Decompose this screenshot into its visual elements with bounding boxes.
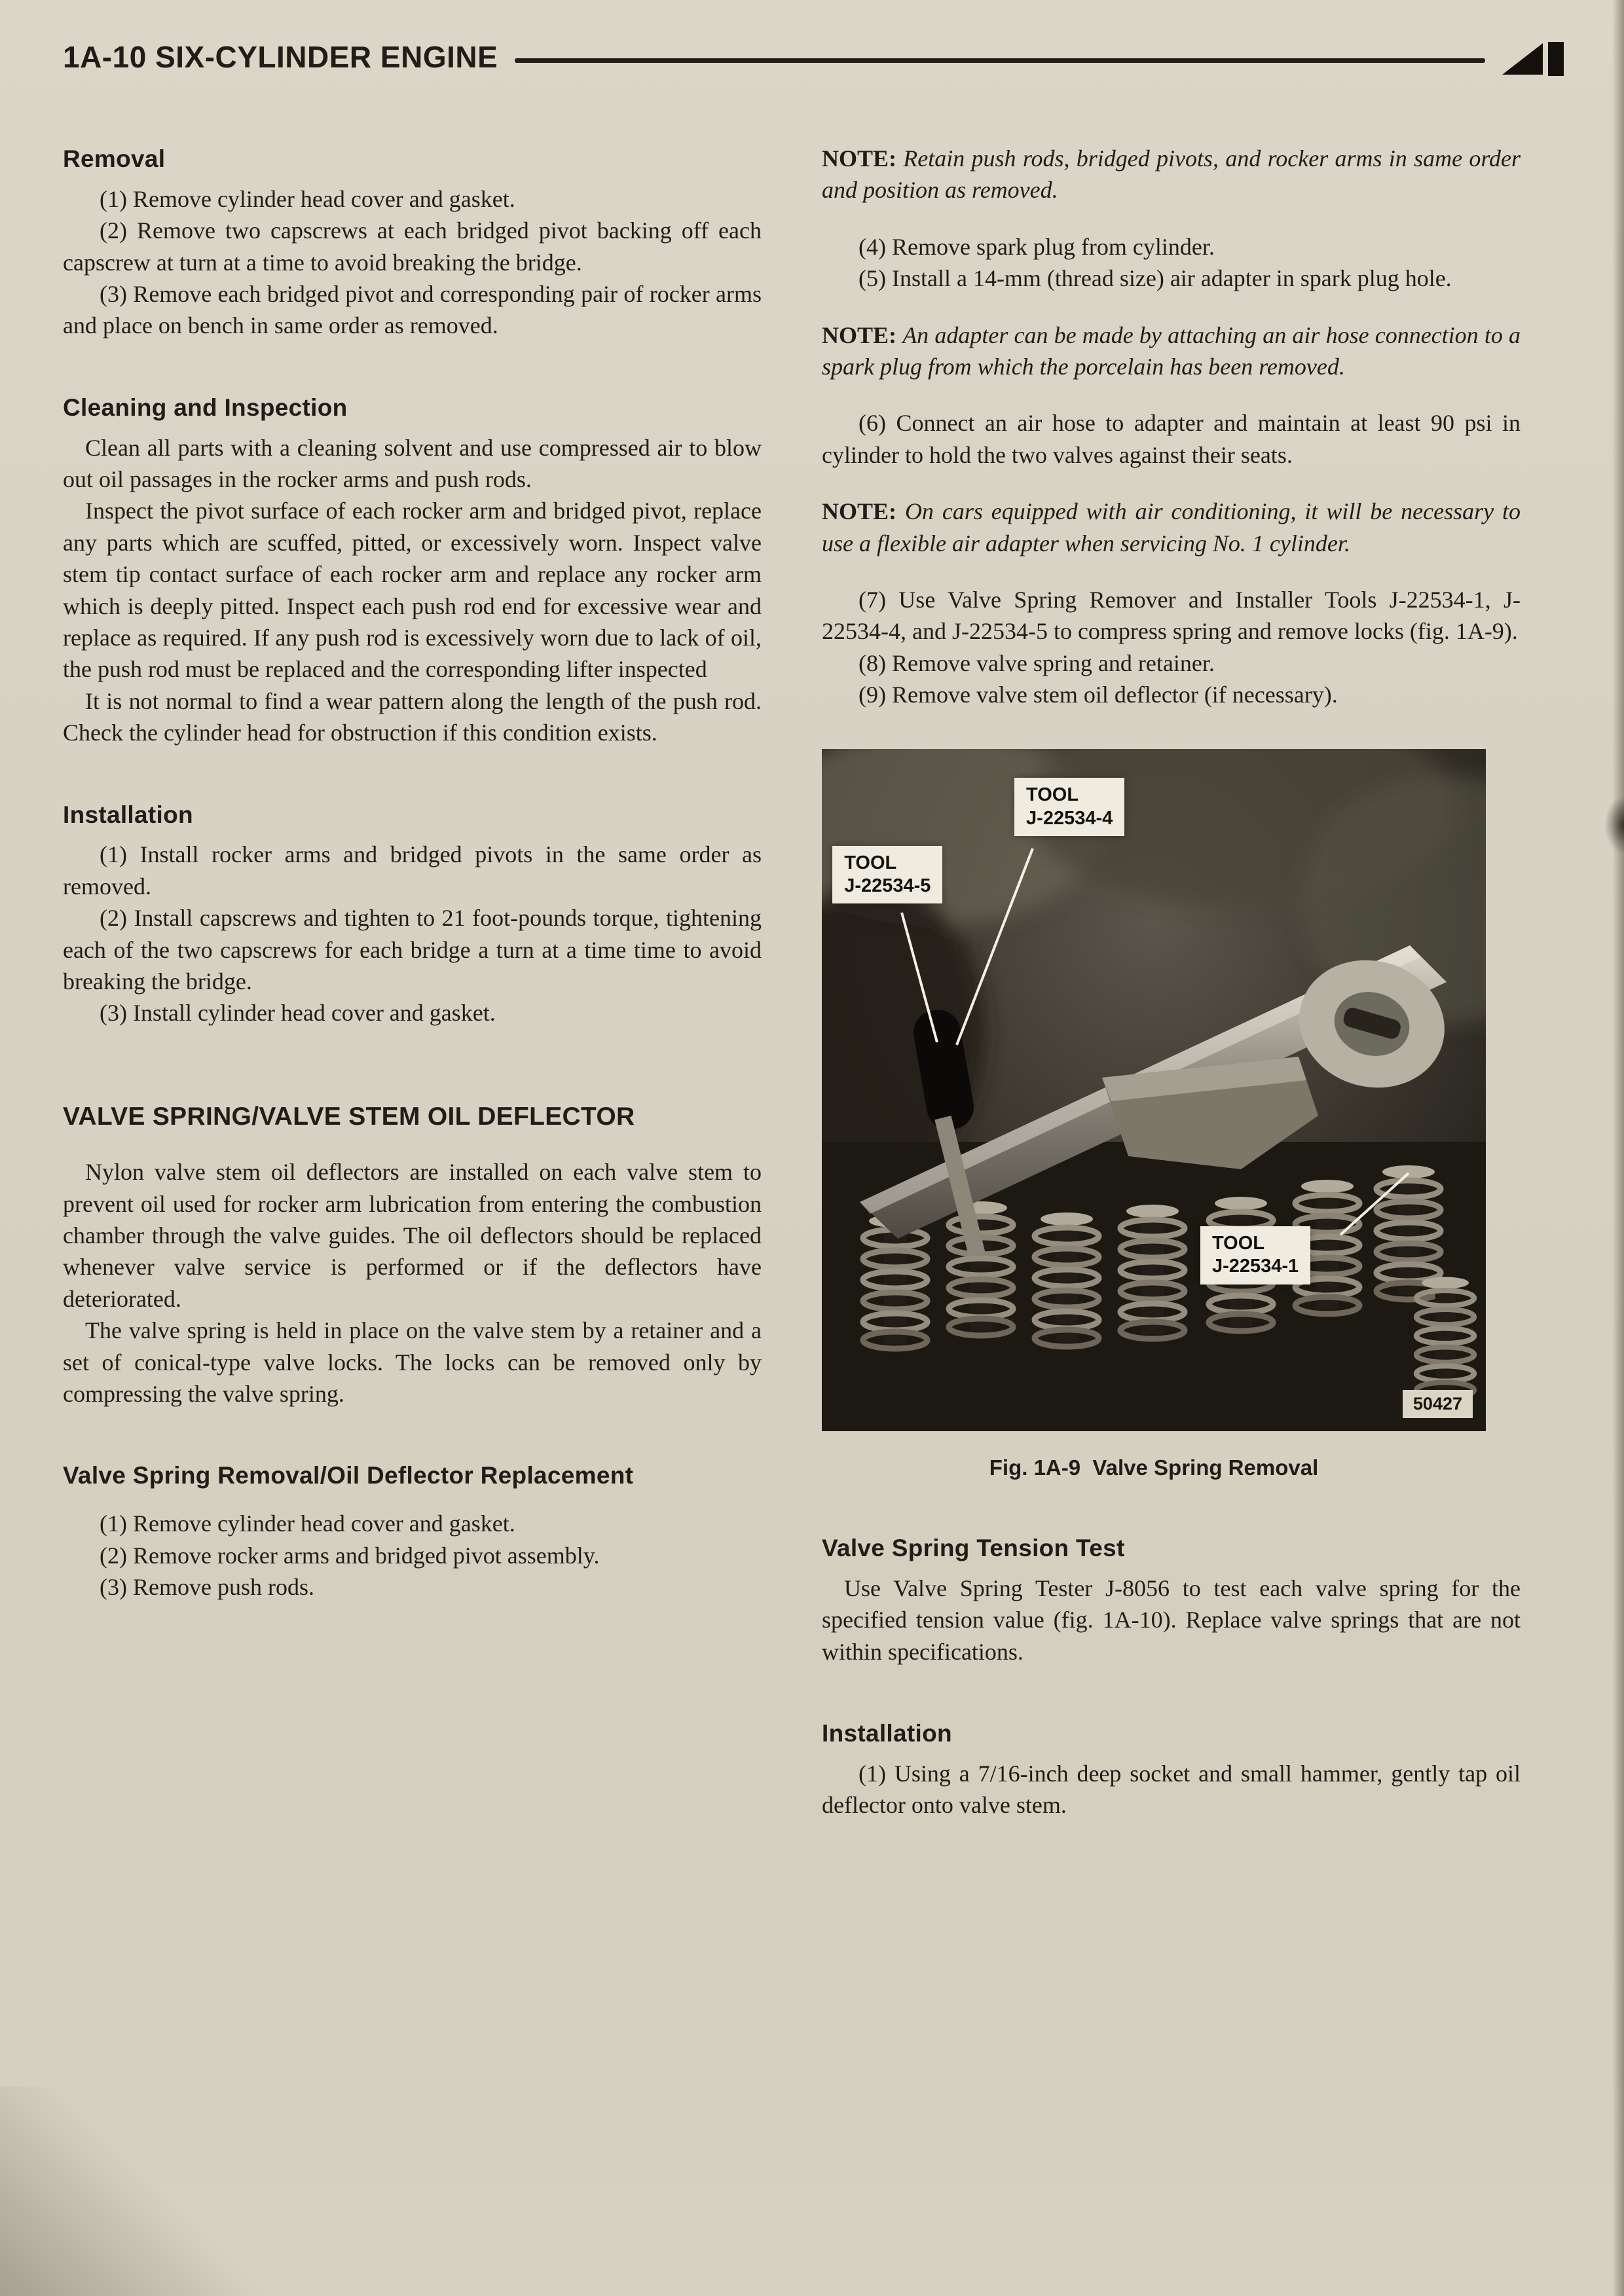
section-installation [63,799,762,1029]
step-item: (1) Remove cylinder head cover and gasket. [100,1510,515,1537]
section-heading-installation: Installation [63,801,193,828]
step-item: (3) Remove each bridged pivot and corresponding pair of rocker arms and place on bench in same order as removed. [63,280,762,339]
page-title: 1A-10 SIX-CYLINDER ENGINE [63,40,498,74]
step-item: (6) Connect an air hose to adapter and maintain at least 90 psi in cylinder to hold the two valves against their seats. [822,410,1521,468]
section-heading-cleaning: Cleaning and Inspection [63,393,348,421]
body-paragraph: The valve spring is held in place on the valve stem by a retainer and a set of conical-type valve locks. The locks can be removed only by compressing the valve spring. [63,1317,762,1408]
body-paragraph: Inspect the pivot surface of each rocker arm and bridged pivot, replace any parts which are scuffed, pitted, or excessively worn. Inspect valve stem tip contact surface of each rocker arm and replace any rocker arm which is deeply pitted. Inspect each push rod end for excessive wear and replace as required. If any push rod is excessively worn due to lack of oil, the push rod must be replaced and the corresponding lifter inspected [63,498,762,683]
section-heading-removal: Removal [63,145,166,172]
section-heading-installation-2: Installation [822,1720,952,1747]
scan-smudge [1604,795,1624,854]
callout-label: TOOL [844,852,897,873]
step-item: (3) Install cylinder head cover and gasket. [100,1000,496,1027]
step-item: (8) Remove valve spring and retainer. [858,649,1215,676]
note-label: NOTE: [822,498,897,525]
engine-photo [822,749,1486,1431]
scan-edge-shadow [1612,0,1624,2296]
note-block [822,319,1521,383]
tool-callout-j22534-5 [832,846,942,904]
tool-callout-j22534-4 [1014,778,1124,836]
note-label: NOTE: [822,321,897,348]
step-item: (2) Remove rocker arms and bridged pivot assembly. [100,1542,600,1569]
step-item: (1) Remove cylinder head cover and gasket. [100,185,515,212]
callout-tool-number: J-22534-1 [1211,1256,1299,1277]
callout-label: TOOL [1211,1233,1264,1254]
header-rule [515,58,1485,63]
print-mark-triangle [1502,43,1543,75]
section-tension-test [822,1532,1521,1667]
note-block [822,496,1521,559]
tool-callout-j22534-1 [1200,1226,1310,1285]
left-column [63,143,762,1821]
scan-corner-shadow [0,2086,275,2296]
callout-tool-number: J-22534-4 [1026,807,1113,829]
body-paragraph: Use Valve Spring Tester J-8056 to test each valve spring for the specified tension value (fig. 1A-10). Replace valve springs that are not within specifications. [822,1575,1521,1665]
section-heading-valve-spring-deflector: VALVE SPRING/VALVE STEM OIL DEFLECTOR [63,1102,635,1131]
step-item: (9) Remove valve stem oil deflector (if necessary). [858,682,1338,708]
print-mark-bar [1548,42,1564,76]
section-installation-2 [822,1717,1521,1821]
print-registration-mark [1502,42,1564,76]
step-item: (1) Install rocker arms and bridged pivots in the same order as removed. [63,841,762,900]
figure-caption: Fig. 1A-9 Valve Spring Removal [989,1455,1319,1480]
section-heading-spring-removal: Valve Spring Removal/Oil Deflector Replacement [63,1462,634,1489]
section-heading-tension-test: Valve Spring Tension Test [822,1535,1125,1562]
note-text: An adapter can be made by attaching an air hose connection to a spark plug from which the porcelain has been removed. [822,321,1521,380]
section-removal [63,143,762,342]
note-text: On cars equipped with air conditioning, it will be necessary to use a flexible air adapter when servicing No. 1 cylinder. [822,498,1521,556]
section-cleaning-inspection [63,392,762,749]
two-column-layout [0,76,1624,1821]
body-paragraph: Nylon valve stem oil deflectors are installed on each valve stem to prevent oil used for rocker arm lubrication from entering the combustion chamber through the valve guides. The oil deflectors should be replaced whenever valve service is performed or if the deflectors have deteriorated. [63,1159,762,1312]
step-item: (4) Remove spark plug from cylinder. [858,233,1215,260]
callout-tool-number: J-22534-5 [844,875,931,897]
body-paragraph: Clean all parts with a cleaning solvent and use compressed air to blow out oil passages in the rocker arms and push rods. [63,434,762,492]
step-item: (3) Remove push rods. [100,1574,314,1601]
page-header [0,0,1624,76]
step-item: (7) Use Valve Spring Remover and Installer Tools J-22534-1, J-22534-4, and J-22534-5 to compress spring and remove locks (fig. 1A-9). [822,587,1521,645]
step-item: (2) Remove two capscrews at each bridged pivot backing off each capscrew at turn at a time to avoid breaking the bridge. [63,217,762,276]
note-label: NOTE: [822,145,897,172]
note-block [822,143,1521,206]
right-column [822,143,1521,1821]
body-paragraph: It is not normal to find a wear pattern along the length of the push rod. Check the cylinder head for obstruction if this condition exists. [63,687,762,746]
note-text: Retain push rods, bridged pivots, and rocker arms in same order and position as removed. [822,145,1521,204]
step-item: (1) Using a 7/16-inch deep socket and small hammer, gently tap oil deflector onto valve stem. [822,1760,1521,1819]
figure-valve-spring-removal [822,749,1486,1482]
callout-label: TOOL [1026,784,1079,806]
photo-code: 50427 [1403,1390,1473,1417]
section-valve-spring-deflector [63,1100,762,1410]
step-item: (5) Install a 14-mm (thread size) air adapter in spark plug hole. [858,265,1452,292]
section-spring-removal-replacement [63,1459,762,1603]
step-item: (2) Install capscrews and tighten to 21 foot-pounds torque, tightening each of the two capscrews for each bridge a turn at a time time to avoid breaking the bridge. [63,905,762,994]
